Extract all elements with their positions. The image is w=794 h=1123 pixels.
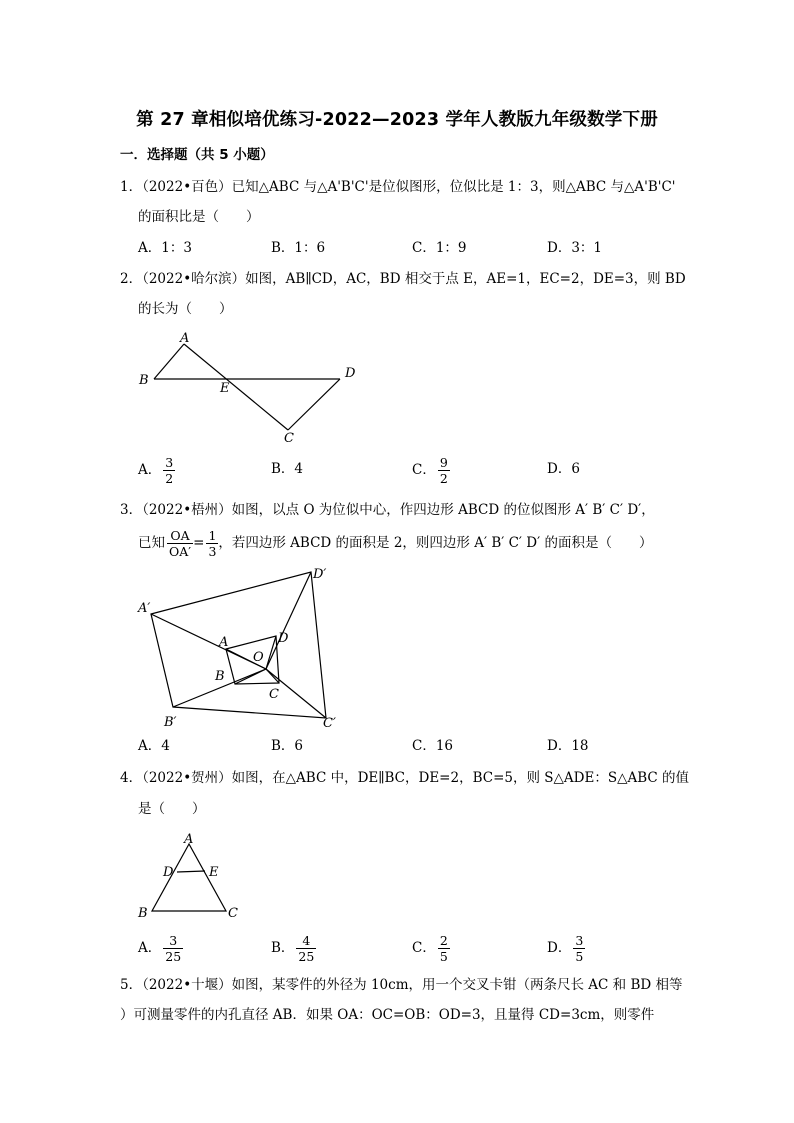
q2-option-a-label: A． [138,462,162,478]
q3-equals: = [193,535,205,551]
q4-option-a-num: 3 [163,933,183,949]
q4-text-line2: 是（ ） [138,801,206,817]
q4-option-d[interactable] [547,933,585,964]
q2-option-c-den: 2 [439,471,448,486]
q4-option-d-label: D． [547,940,572,956]
q3-label-a: A [219,635,229,650]
q3-text-line2 [138,528,652,559]
q5-text-line1: 5．（2022•十堰）如图，某零件的外径为 10cm，用一个交叉卡钳（两条尺长 AC 和 BD 相等 [120,977,683,993]
q4-text-line1: 4．（2022•贺州）如图，在△ABC 中，DE∥BC，DE=2，BC=5，则 S△ADE：S△ABC 的值 [120,770,689,786]
q4-option-b-den: 25 [298,949,315,964]
q3-label-o: O [253,650,264,665]
q3-ratio-num: OA [167,528,193,544]
q3-label-d: D [278,631,289,646]
q2-option-d[interactable]: D．6 [547,461,580,477]
q1-option-d[interactable]: D．3：1 [547,240,603,256]
q2-option-c-num: 9 [439,455,448,470]
q4-option-a-den: 25 [165,949,182,964]
q5-text-line2: ）可测量零件的内孔直径 AB．如果 OA：OC=OB：OD=3，且量得 CD=3cm，则零件 [120,1007,655,1023]
q4-option-b-label: B． [271,940,295,956]
q2-option-a-num: 3 [165,455,174,470]
q2-label-b: B [139,373,149,388]
q3-option-b[interactable]: B．6 [271,738,304,754]
q3-label-b-prime: B′ [164,715,177,730]
q2-option-a[interactable] [138,455,175,486]
q4-figure [130,828,250,923]
q4-option-b[interactable] [271,933,316,964]
q4-label-a: A [184,832,194,847]
q3-value-fraction [206,528,218,559]
q3-label-c-prime: C′ [323,716,336,731]
q4-option-c-fraction [438,933,450,964]
q4-option-c-num: 2 [439,933,448,948]
page-title: 第 27 章相似培优练习-2022—2023 学年人教版九年级数学下册 [136,110,658,130]
q3-label-c: C [269,687,279,702]
q4-option-a-fraction [163,933,183,964]
q4-label-d: D [163,865,174,880]
section-heading: 一．选择题（共 5 小题） [120,147,274,163]
q3-line2-pre: 已知 [138,535,165,551]
q4-option-d-fraction [573,933,585,964]
q2-option-c-label: C． [412,462,436,478]
q3-value-num: 1 [208,528,217,543]
q3-label-d-prime: D′ [313,567,327,582]
q4-option-c[interactable] [412,933,450,964]
q4-label-c: C [228,906,238,921]
q1-option-b[interactable]: B．1：6 [271,240,326,256]
q1-text-line1: 1．（2022•百色）已知△ABC 与△A'B'C'是位似图形，位似比是 1：3，则△ABC 与△A'B'C' [120,179,676,195]
q2-text-line2: 的长为（ ） [138,301,233,317]
q2-label-e: E [220,381,230,396]
q3-label-a-prime: A′ [138,601,151,616]
q2-option-b[interactable]: B．4 [271,461,304,477]
q1-text-line2: 的面积比是（ ） [138,209,260,225]
q3-option-c[interactable]: C．16 [412,738,454,754]
q2-option-a-den: 2 [165,471,174,486]
q4-option-b-fraction [296,933,316,964]
q4-option-a-label: A． [138,940,162,956]
q3-ratio-den: OA′ [169,544,192,559]
q4-option-c-den: 5 [439,949,448,964]
q3-ratio-fraction [167,528,193,559]
q2-option-a-fraction [163,455,175,486]
q3-figure [130,562,360,737]
q3-value-den: 3 [208,544,217,559]
q4-option-d-den: 5 [575,949,584,964]
q2-label-d: D [345,366,356,381]
q4-option-b-num: 4 [296,933,316,949]
q2-option-c[interactable] [412,455,450,486]
q2-option-c-fraction [438,455,450,486]
q2-label-c: C [284,431,294,446]
q3-option-a[interactable]: A．4 [138,738,170,754]
q4-option-c-label: C． [412,940,436,956]
q2-text-line1: 2．（2022•哈尔滨）如图，AB∥CD，AC，BD 相交于点 E，AE=1，EC=2，DE=3，则 BD [120,271,686,287]
q3-line2-post: ，若四边形 ABCD 的面积是 2，则四边形 A′ B′ C′ D′ 的面积是（ ） [218,535,653,551]
q4-option-a[interactable] [138,933,183,964]
q4-option-d-num: 3 [575,933,584,948]
q3-option-d[interactable]: D．18 [547,738,589,754]
q4-label-b: B [138,906,148,921]
q2-figure [130,325,370,450]
q2-label-a: A [180,331,190,346]
q1-option-c[interactable]: C．1：9 [412,240,467,256]
q3-label-b: B [215,669,225,684]
q1-option-a[interactable]: A．1：3 [138,240,192,256]
q4-label-e: E [209,865,219,880]
q3-text-line1: 3．（2022•梧州）如图，以点 O 为位似中心，作四边形 ABCD 的位似图形 A′ B′ C′ D′， [120,502,655,518]
